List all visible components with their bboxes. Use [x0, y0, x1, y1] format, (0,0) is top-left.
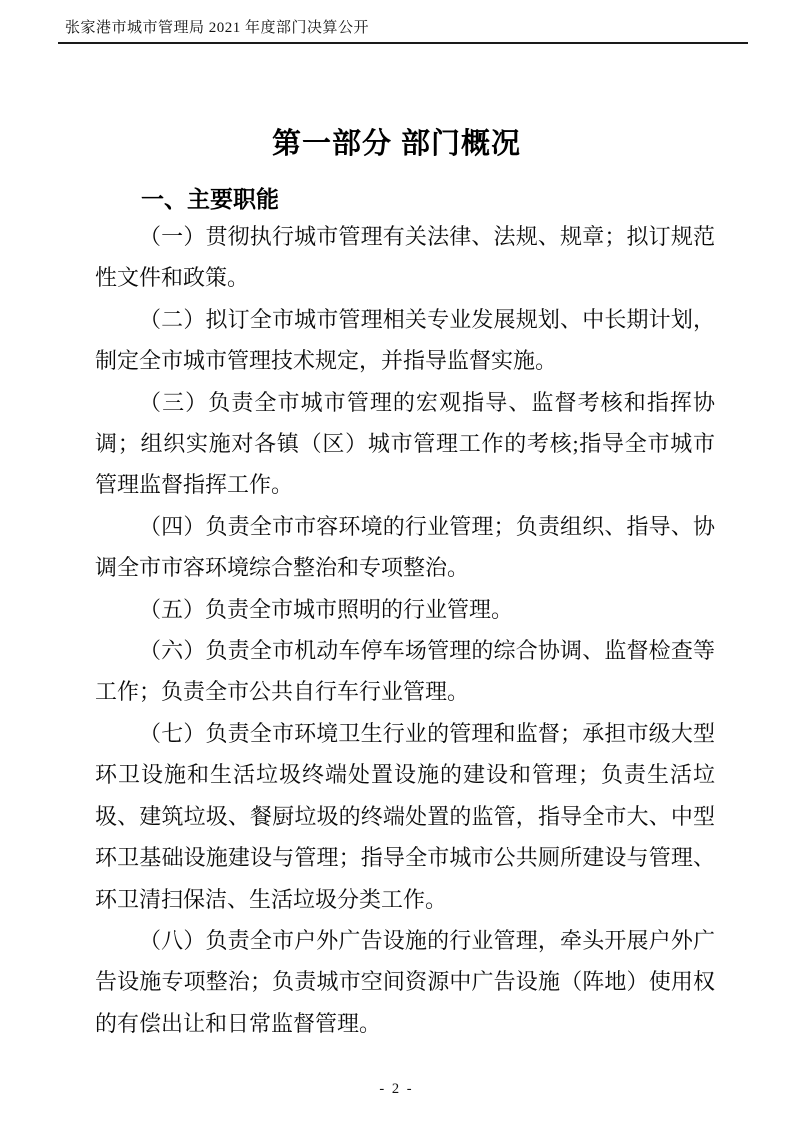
body-paragraph-1: （一）贯彻执行城市管理有关法律、法规、规章；拟订规范性文件和政策。: [95, 224, 715, 291]
body-paragraph-4: （四）负责全市市容环境的行业管理；负责组织、指导、协调全市市容环境综合整治和专项整治。: [95, 513, 715, 581]
page-number: - 2 -: [379, 1081, 414, 1097]
section-heading: 一、主要职能: [141, 186, 279, 212]
body-paragraph-7: （七）负责全市环境卫生行业的管理和监督；承担市级大型环卫设施和生活垃圾终端处置设施的建设和管理；负责生活垃圾、建筑垃圾、餐厨垃圾的终端处置的监管，指导全市大、中型环卫基础设施建设与管理；指导全市城市公共厕所建设与管理、环卫清扫保洁、生活垃圾分类工作。: [95, 720, 715, 912]
page-header: [58, 0, 748, 44]
document-title: 第一部分 部门概况: [271, 128, 522, 160]
header-title: 张家港市城市管理局 2021 年度部门决算公开: [65, 20, 370, 36]
body-paragraph-8: （八）负责全市户外广告设施的行业管理，牵头开展户外广告设施专项整治；负责城市空间资源中广告设施（阵地）使用权的有偿出让和日常监督管理。: [95, 927, 715, 1036]
page-footer: [0, 1080, 793, 1098]
document-body: [95, 216, 715, 1044]
body-paragraph-2: （二）拟订全市城市管理相关专业发展规划、中长期计划，制定全市城市管理技术规定，并指导监督实施。: [95, 306, 715, 374]
body-paragraph-3: （三）负责全市城市管理的宏观指导、监督考核和指挥协调；组织实施对各镇（区）城市管理工作的考核;指导全市城市管理监督指挥工作。: [95, 389, 715, 498]
body-paragraph-6: （六）负责全市机动车停车场管理的综合协调、监督检查等工作；负责全市公共自行车行业管理。: [95, 638, 715, 705]
body-paragraph-5: （五）负责全市城市照明的行业管理。: [139, 596, 514, 622]
